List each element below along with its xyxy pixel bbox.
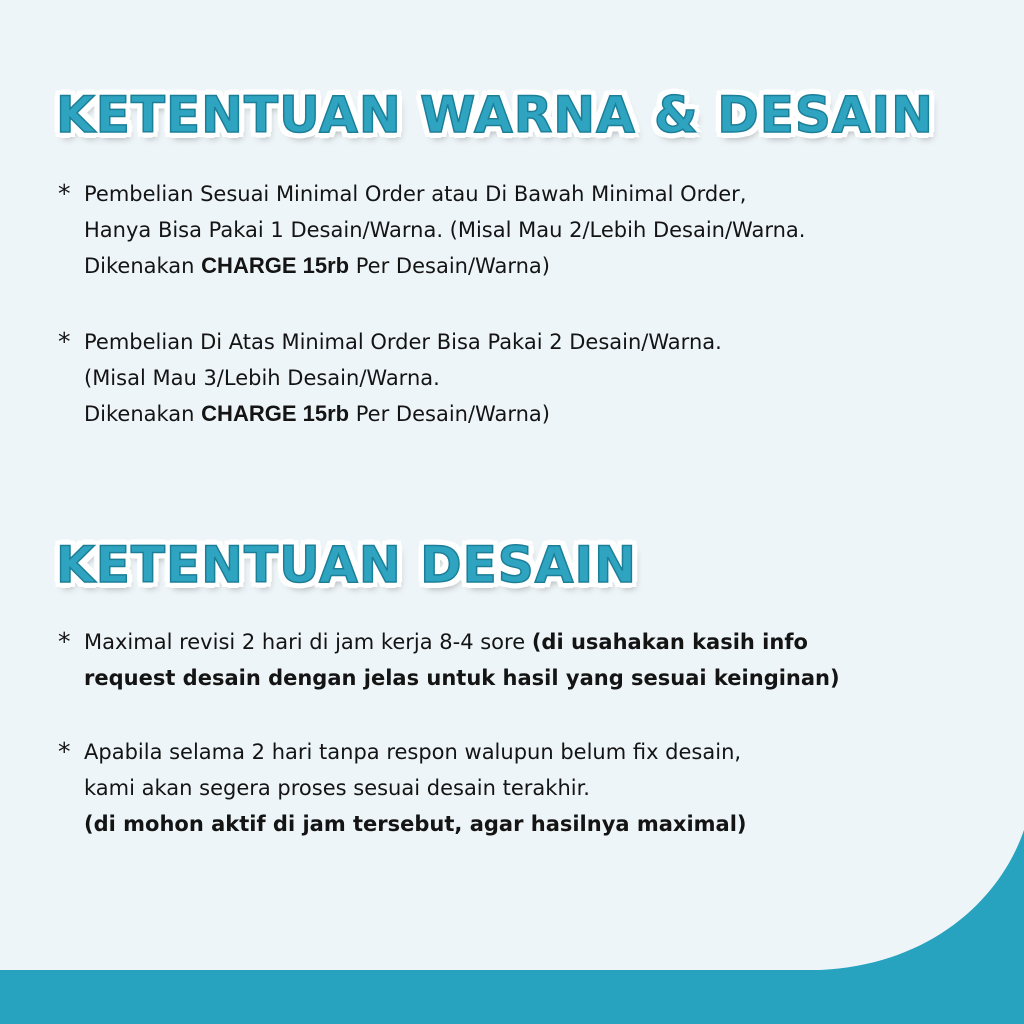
section-title-warna-desain: KETENTUAN WARNA & DESAIN <box>56 86 935 144</box>
rule-line-suffix: Per Desain/Warna) <box>349 402 550 426</box>
charge-amount: CHARGE 15rb <box>201 253 350 278</box>
rule-line: Pembelian Sesuai Minimal Order atau Di Bawah Minimal Order, <box>84 182 747 206</box>
rule-line: Hanya Bisa Pakai 1 Desain/Warna. (Misal Mau 2/Lebih Desain/Warna. <box>84 218 806 242</box>
bullet-asterisk: * <box>58 627 71 656</box>
rule-line <box>84 248 805 284</box>
rule-text <box>84 734 747 842</box>
charge-amount: CHARGE 15rb <box>201 401 350 426</box>
bullet-asterisk: * <box>58 179 71 208</box>
rule-line: Apabila selama 2 hari tanpa respon walupun belum fix desain, <box>84 740 742 764</box>
rule-text <box>84 624 840 696</box>
rule-text <box>84 324 722 432</box>
section-title-desain: KETENTUAN DESAIN <box>56 536 637 594</box>
rule-line <box>84 396 722 432</box>
rule-line: (Misal Mau 3/Lebih Desain/Warna. <box>84 366 440 390</box>
rule-line: kami akan segera proses sesuai desain terakhir. <box>84 776 590 800</box>
bottom-wave-shape <box>0 830 1024 1024</box>
rule-line-normal: Maximal revisi 2 hari di jam kerja 8-4 sore <box>84 630 532 654</box>
rule-line-bold: (di mohon aktif di jam tersebut, agar hasilnya maximal) <box>84 812 747 836</box>
rule-line-suffix: Per Desain/Warna) <box>349 254 550 278</box>
rule-line-prefix: Dikenakan <box>84 402 202 426</box>
rule-line-bold: (di usahakan kasih info <box>531 630 808 654</box>
rule-line-prefix: Dikenakan <box>84 254 202 278</box>
bullet-asterisk: * <box>58 327 71 356</box>
rule-line <box>84 624 840 660</box>
rule-text <box>84 176 805 284</box>
rule-line-bold: request desain dengan jelas untuk hasil yang sesuai keinginan) <box>84 666 840 690</box>
rule-line: Pembelian Di Atas Minimal Order Bisa Pakai 2 Desain/Warna. <box>84 330 722 354</box>
bullet-asterisk: * <box>58 737 71 766</box>
